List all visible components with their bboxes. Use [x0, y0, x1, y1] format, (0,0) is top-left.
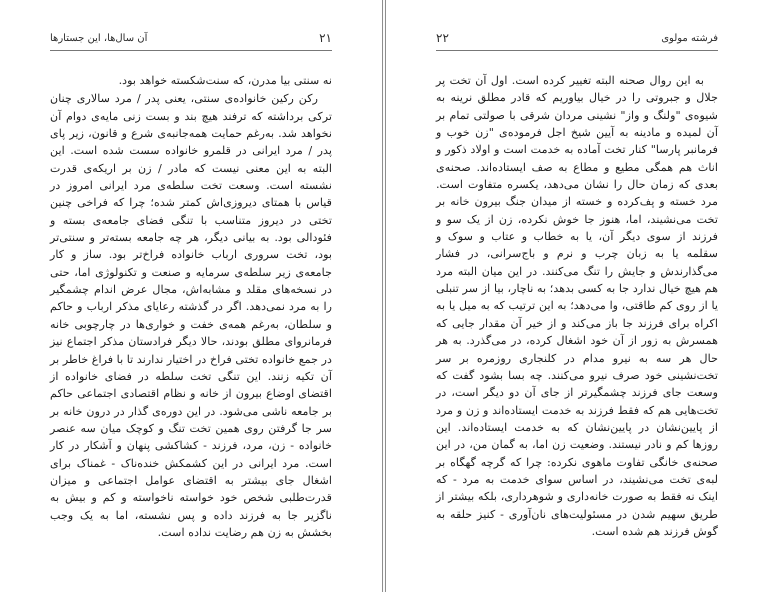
left-page-header [50, 30, 332, 46]
page-number: ۲۱ [319, 31, 332, 45]
running-title: آن سال‌ها، این جستارها [50, 32, 148, 44]
paragraph: نه سنتی بیا مدرن، که سنت‌شکسته خواهد بود. [118, 74, 332, 87]
left-page [0, 0, 383, 592]
right-page [385, 0, 768, 592]
left-page-body [50, 72, 332, 541]
paragraph: رکن رکین خانواده‌ی سنتی، یعنی پدر / مرد سالاری چنان ترکی برداشته که ترفند هیچ بند و بست زنی مایه‌ی دوام آن نخواهد شد. به‌رغم حمایت همه‌جانبه‌ی شرع و قانون، زیر پای پدر / مرد ایرانی در قلمرو خانواده سست شده است. این البته به این معنی نیست که مادر / زن بر اریکه‌ی قدرت نشسته است. وسعت تخت سلطه‌ی مرد ایرانی امروز در قیاس با همتای دیروزی‌اش کمتر شده؛ چرا که فراخی چنین تختی در دیروز متناسب با تنگی فضای جامعه‌ی بسته و فئودالی بود. به بیانی دیگر، هر چه جامعه بسته‌تر و سنتی‌تر بود، تخت سروری ارباب خانواده فراخ‌تر بود. ساز و کار جامعه‌ی زیر سلطه‌ی سرمایه و صنعت و تکنولوژی اما، حتی در نسخه‌های مقلد و مشابه‌اش، مجال عرض اندام چشمگیر را به مرد نمی‌دهد. اگر در گذشته رعایای مذکر ارباب و حاکم و سلطان، به‌رغم همه‌ی خفت و خواری‌ها در چارچوبی خانه فرمانروای مطلق بودند، حالا دیگر فرادستان مذکر اجتماع نیز در جمع خانواده تختی فراخ در اختیار ندارند تا با فراغ خاطر بر آن تکیه زنند. این تنگی تخت سلطه در فضای خانواده از اقتضای اوضاع بیرون از خانه و نظام اقتصادی اجتماعی حاکم بر جامعه ناشی می‌شود. در این دوره‌ی گذار در درون خانه بر سر جا گرفتن روی همین تخت تنگ و کوچک میان سه عنصر خانواده - زن، مرد، فرزند - کشاکشی پنهان و آشکار در کار است. مرد ایرانی در این کشمکش خنده‌ناک - غمناک برای اشغال جای بیشتر به اقتضای عوامل اجتماعی و میزان قدرت‌طلبی شخص خود خواسته ناخواسته و کم و بیش به ناگزیر جا به فرزند داده و پس نشسته، اما به یک وجب بخشش به زن هم رضایت نداده است. [50, 92, 332, 539]
right-page-header [436, 30, 718, 46]
paragraph: به این روال صحنه البته تغییر کرده است. اول آن تخت پر جلال و جبروتی را در خیال بیاوریم که قادر مطلق نرینه به شیوه‌ی "ولنگ و واز" نشینی مردان شرقی با صولتی تمام بر آن لمیده و مادینه به آیین شیخ اجل فرموده‌ی "زن خوب و فرمانبر پارسا" کنار تخت آماده به خدمت است و اولاد ذکور و اناث هم همگی مطیع و مطاع به صف ایستاده‌اند. صحنه‌ی بعدی که زمان حال را نشان می‌دهد، یکسره متفاوت است. مرد خسته و پف‌کرده و خسته از میدان جنگ بیرون خانه بر تخت می‌نشیند، اما، هنوز جا خوش نکرده، زن از یک سو و فرزند از سوی دیگر آن، یا به خطاب و عتاب و سوک و سقلمه یا به زبان چرب و نرم و باج‌سرانی، در فشار می‌گذارندش و جایش را تنگ می‌کنند. در این میان البته مرد هم هیچ خیال ندارد جا به کسی بدهد؛ به ناچار، بیا از سر تنبلی یا از روی کم طاقتی، وا می‌دهد؛ به این ترتیب که به میل یا به اکراه برای فرزند جا باز می‌کند و از خیر آن مقدار جایی که همسرش به زور از آن خود اشغال کرده، در می‌گذرد. به هر حال هر سه به نیرو مدام در کلنجاری روزمره بر سر تخت‌نشینی خود صرف نیرو می‌کنند. چه بسا بشود گفت که وسعت جای فرزند چشمگیرتر از جای آن دو دیگر است، در تخت‌هایی هم که فقط فرزند به خدمت ایستاده‌اند و زن و مرد از پایین‌نشان در پایین‌نشان که به خدمت ایستاده‌اند. این روزها کم و نادر نیستند. وضعیت زن اما، به گمان من، در این صحنه‌ی خانگی تفاوت ماهوی نکرده: چرا که گرچه گهگاه بر لبه‌ی تخت می‌نشیند، در اساس سوای خدمت به مرد - که اینک نه فقط به صورت خانه‌داری و شوهرداری، بلکه بیشتر از طریق سهیم شدن در مسئولیت‌های نان‌آوری - کنیز حلقه به گوش فرزند هم شده است. [436, 74, 718, 538]
right-page-body [436, 72, 718, 540]
running-title: فرشته مولوی [661, 32, 718, 44]
header-rule [436, 50, 718, 51]
page-number: ۲۲ [436, 31, 449, 45]
header-rule [50, 50, 332, 51]
